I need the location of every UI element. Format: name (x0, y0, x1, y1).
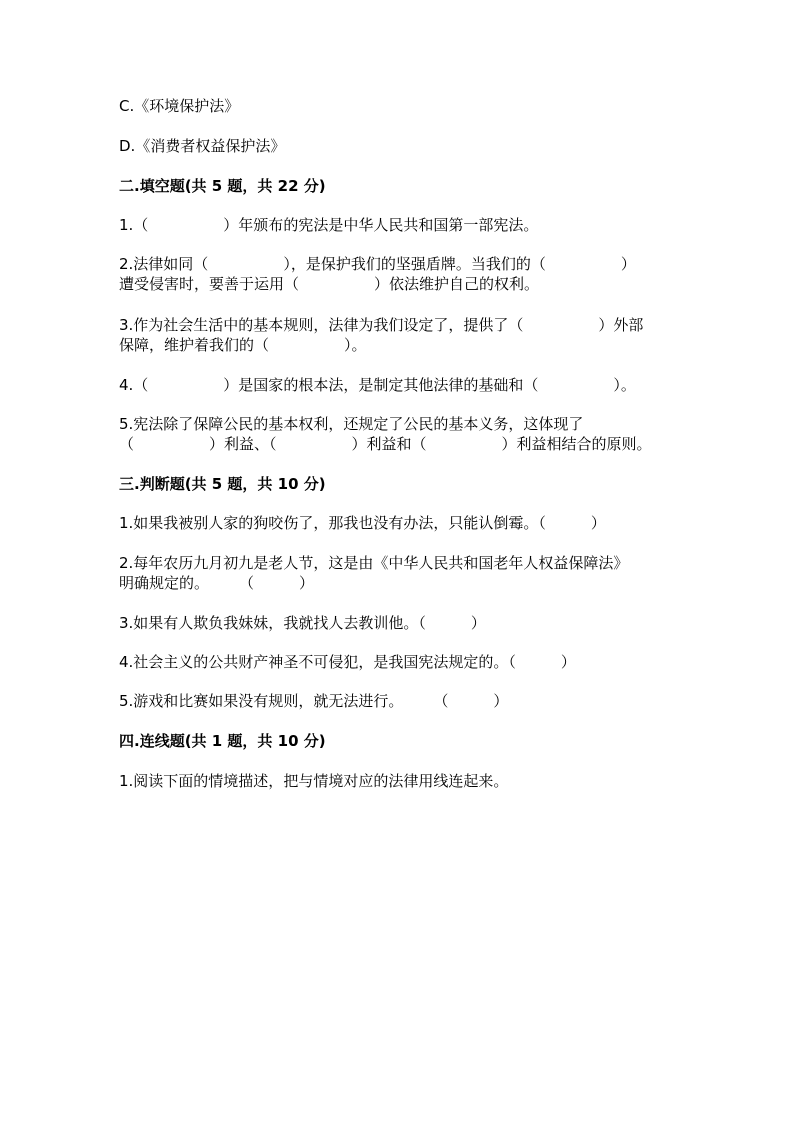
judge-question-4: 4.社会主义的公共财产神圣不可侵犯，是我国宪法规定的。（ ） (119, 653, 576, 671)
fill-question-4: 4.（ ）是国家的根本法，是制定其他法律的基础和（ ）。 (119, 376, 636, 394)
matching-question-1: 1.阅读下面的情境描述，把与情境对应的法律用线连起来。 (119, 772, 509, 790)
option-d: D.《消费者权益保护法》 (119, 137, 286, 155)
fill-question-3-line-2: 保障，维护着我们的（ ）。 (119, 336, 367, 354)
fill-question-5-line-1: 5.宪法除了保障公民的基本权利，还规定了公民的基本义务，这体现了 (119, 415, 584, 433)
judge-question-1: 1.如果我被别人家的狗咬伤了，那我也没有办法，只能认倒霉。（ ） (119, 514, 606, 532)
option-c: C.《环境保护法》 (119, 97, 240, 115)
fill-question-1: 1.（ ）年颁布的宪法是中华人民共和国第一部宪法。 (119, 216, 539, 234)
fill-question-2-line-1: 2.法律如同（ ），是保护我们的坚强盾牌。当我们的（ ） (119, 255, 636, 273)
judge-question-3: 3.如果有人欺负我妹妹，我就找人去教训他。（ ） (119, 614, 486, 632)
fill-question-3-line-1: 3.作为社会生活中的基本规则，法律为我们设定了，提供了（ ）外部 (119, 316, 644, 334)
judge-question-5: 5.游戏和比赛如果没有规则，就无法进行。 （ ） (119, 692, 509, 710)
fill-question-2-line-2: 遭受侵害时，要善于运用（ ）依法维护自己的权利。 (119, 275, 540, 293)
fill-question-5-line-2: （ ）利益、（ ）利益和（ ）利益相结合的原则。 (119, 435, 652, 453)
section-heading-matching: 四.连线题(共 1 题，共 10 分) (119, 732, 326, 750)
judge-question-2-line-1: 2.每年农历九月初九是老人节，这是由《中华人民共和国老年人权益保障法》 (119, 554, 629, 572)
section-heading-fill-blank: 二.填空题(共 5 题，共 22 分) (119, 177, 326, 195)
judge-question-2-line-2: 明确规定的。 （ ） (119, 574, 315, 592)
section-heading-true-false: 三.判断题(共 5 题，共 10 分) (119, 475, 326, 493)
